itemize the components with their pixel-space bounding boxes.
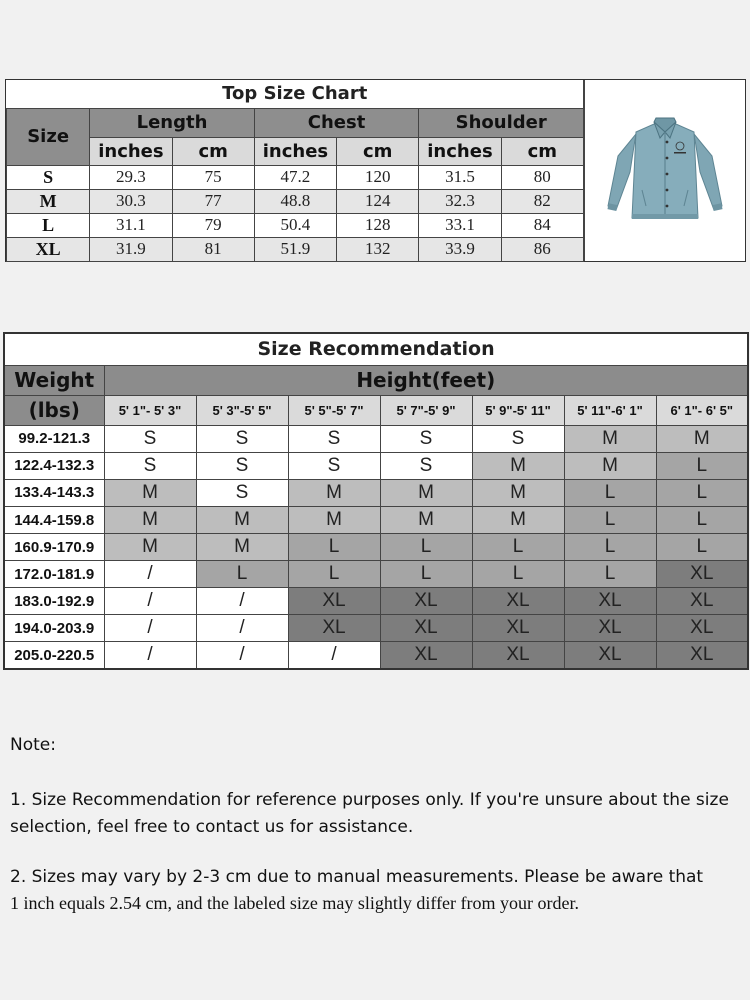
- table-cell: 75: [172, 165, 254, 189]
- recommended-size-cell: XL: [472, 642, 564, 669]
- table-row: [4, 642, 748, 669]
- recommended-size-cell: L: [564, 507, 656, 534]
- table-cell: 77: [172, 189, 254, 213]
- recommended-size-cell: L: [564, 479, 656, 506]
- table-cell: 79: [172, 213, 254, 237]
- recommended-size-cell: S: [380, 452, 472, 479]
- table-row: [4, 425, 748, 452]
- recommended-size-cell: M: [288, 479, 380, 506]
- recommended-size-cell: L: [472, 561, 564, 588]
- recommended-size-cell: XL: [656, 642, 748, 669]
- weight-unit: (lbs): [4, 395, 104, 425]
- table-row: [7, 189, 584, 213]
- height-header: Height(feet): [104, 365, 748, 395]
- recommended-size-cell: XL: [656, 561, 748, 588]
- height-range-header: 6' 1"- 6' 5": [656, 395, 748, 425]
- recommended-size-cell: S: [104, 425, 196, 452]
- weight-range: 144.4-159.8: [4, 507, 104, 534]
- recommendation-title: Size Recommendation: [4, 333, 748, 365]
- recommended-size-cell: L: [380, 561, 472, 588]
- recommended-size-cell: L: [656, 507, 748, 534]
- unit-header: inches: [254, 137, 336, 165]
- recommended-size-cell: /: [288, 642, 380, 669]
- unit-header: inches: [90, 137, 172, 165]
- table-row: [4, 452, 748, 479]
- recommended-size-cell: S: [472, 425, 564, 452]
- note-title: Note:: [10, 735, 56, 755]
- top-size-chart: [5, 79, 746, 262]
- recommended-size-cell: /: [104, 642, 196, 669]
- recommended-size-cell: L: [656, 479, 748, 506]
- table-row: [4, 507, 748, 534]
- recommended-size-cell: XL: [380, 615, 472, 642]
- recommended-size-cell: /: [104, 588, 196, 615]
- table-cell: 124: [337, 189, 419, 213]
- recommended-size-cell: S: [196, 479, 288, 506]
- height-range-header: 5' 3"-5' 5": [196, 395, 288, 425]
- weight-range: 133.4-143.3: [4, 479, 104, 506]
- table-cell: 31.9: [90, 237, 172, 261]
- recommended-size-cell: L: [380, 534, 472, 561]
- recommended-size-cell: S: [196, 425, 288, 452]
- table-cell: 132: [337, 237, 419, 261]
- recommended-size-cell: M: [380, 479, 472, 506]
- unit-header: cm: [501, 137, 583, 165]
- table-cell: 47.2: [254, 165, 336, 189]
- recommended-size-cell: M: [104, 507, 196, 534]
- jacket-icon: [600, 106, 730, 236]
- unit-header: inches: [419, 137, 501, 165]
- recommended-size-cell: /: [196, 615, 288, 642]
- table-row: [4, 561, 748, 588]
- recommended-size-cell: L: [196, 561, 288, 588]
- weight-range: 194.0-203.9: [4, 615, 104, 642]
- recommended-size-cell: S: [288, 452, 380, 479]
- recommended-size-cell: M: [288, 507, 380, 534]
- table-cell: 86: [501, 237, 583, 261]
- recommended-size-cell: L: [656, 534, 748, 561]
- recommended-size-cell: S: [288, 425, 380, 452]
- recommended-size-cell: XL: [564, 642, 656, 669]
- recommended-size-cell: L: [656, 452, 748, 479]
- unit-header: cm: [172, 137, 254, 165]
- table-cell: 48.8: [254, 189, 336, 213]
- recommended-size-cell: XL: [380, 642, 472, 669]
- size-label: XL: [7, 237, 90, 261]
- recommended-size-cell: L: [288, 534, 380, 561]
- chest-header: Chest: [254, 108, 419, 137]
- height-range-header: 5' 9"-5' 11": [472, 395, 564, 425]
- recommended-size-cell: M: [472, 452, 564, 479]
- table-row: [7, 165, 584, 189]
- recommended-size-cell: M: [564, 425, 656, 452]
- table-row: [4, 615, 748, 642]
- recommended-size-cell: M: [104, 479, 196, 506]
- table-cell: 80: [501, 165, 583, 189]
- recommended-size-cell: XL: [472, 588, 564, 615]
- table-row: [7, 237, 584, 261]
- recommended-size-cell: M: [656, 425, 748, 452]
- table-cell: 120: [337, 165, 419, 189]
- table-cell: 33.1: [419, 213, 501, 237]
- recommended-size-cell: L: [472, 534, 564, 561]
- table-row: [4, 534, 748, 561]
- height-range-header: 5' 1"- 5' 3": [104, 395, 196, 425]
- table-cell: 128: [337, 213, 419, 237]
- recommended-size-cell: XL: [472, 615, 564, 642]
- recommended-size-cell: M: [472, 507, 564, 534]
- weight-header: Weight: [4, 365, 104, 395]
- recommended-size-cell: S: [380, 425, 472, 452]
- table-cell: 29.3: [90, 165, 172, 189]
- note-2-line-2: 1 inch equals 2.54 cm, and the labeled size may slightly differ from your order.: [10, 893, 580, 913]
- size-recommendation-table: [3, 332, 749, 670]
- height-range-header: 5' 7"-5' 9": [380, 395, 472, 425]
- recommended-size-cell: M: [196, 534, 288, 561]
- recommended-size-cell: XL: [564, 588, 656, 615]
- note-1: 1. Size Recommendation for reference purposes only. If you're unsure about the size selection, feel free to contact us for assistance.: [10, 790, 729, 837]
- recommended-size-cell: XL: [288, 588, 380, 615]
- recommended-size-cell: M: [104, 534, 196, 561]
- table-cell: 32.3: [419, 189, 501, 213]
- table-row: [7, 213, 584, 237]
- table-cell: 51.9: [254, 237, 336, 261]
- note-2-line-1: 2. Sizes may vary by 2-3 cm due to manual measurements. Please be aware that: [10, 867, 704, 887]
- recommended-size-cell: L: [288, 561, 380, 588]
- weight-range: 160.9-170.9: [4, 534, 104, 561]
- recommended-size-cell: /: [196, 642, 288, 669]
- recommended-size-cell: M: [472, 479, 564, 506]
- table-cell: 82: [501, 189, 583, 213]
- size-label: M: [7, 189, 90, 213]
- shoulder-header: Shoulder: [419, 108, 584, 137]
- recommended-size-cell: XL: [656, 588, 748, 615]
- recommended-size-cell: L: [564, 534, 656, 561]
- table-cell: 81: [172, 237, 254, 261]
- recommended-size-cell: M: [564, 452, 656, 479]
- weight-range: 183.0-192.9: [4, 588, 104, 615]
- height-range-header: 5' 5"-5' 7": [288, 395, 380, 425]
- table-cell: 50.4: [254, 213, 336, 237]
- recommended-size-cell: /: [104, 615, 196, 642]
- recommended-size-cell: XL: [288, 615, 380, 642]
- unit-header: cm: [337, 137, 419, 165]
- recommended-size-cell: L: [564, 561, 656, 588]
- length-header: Length: [90, 108, 255, 137]
- weight-range: 205.0-220.5: [4, 642, 104, 669]
- recommended-size-cell: /: [104, 561, 196, 588]
- recommended-size-cell: M: [196, 507, 288, 534]
- recommended-size-cell: XL: [656, 615, 748, 642]
- size-label: L: [7, 213, 90, 237]
- size-header: Size: [7, 108, 90, 165]
- recommended-size-cell: S: [104, 452, 196, 479]
- weight-range: 99.2-121.3: [4, 425, 104, 452]
- top-chart-title: Top Size Chart: [7, 80, 584, 108]
- height-range-header: 5' 11"-6' 1": [564, 395, 656, 425]
- product-image: [584, 80, 745, 261]
- recommended-size-cell: XL: [564, 615, 656, 642]
- recommended-size-cell: M: [380, 507, 472, 534]
- table-cell: 33.9: [419, 237, 501, 261]
- weight-range: 172.0-181.9: [4, 561, 104, 588]
- recommended-size-cell: S: [196, 452, 288, 479]
- weight-range: 122.4-132.3: [4, 452, 104, 479]
- table-cell: 31.5: [419, 165, 501, 189]
- table-row: [4, 479, 748, 506]
- recommended-size-cell: XL: [380, 588, 472, 615]
- table-row: [4, 588, 748, 615]
- size-label: S: [7, 165, 90, 189]
- table-cell: 84: [501, 213, 583, 237]
- table-cell: 30.3: [90, 189, 172, 213]
- recommended-size-cell: /: [196, 588, 288, 615]
- top-size-table: [6, 80, 584, 262]
- table-cell: 31.1: [90, 213, 172, 237]
